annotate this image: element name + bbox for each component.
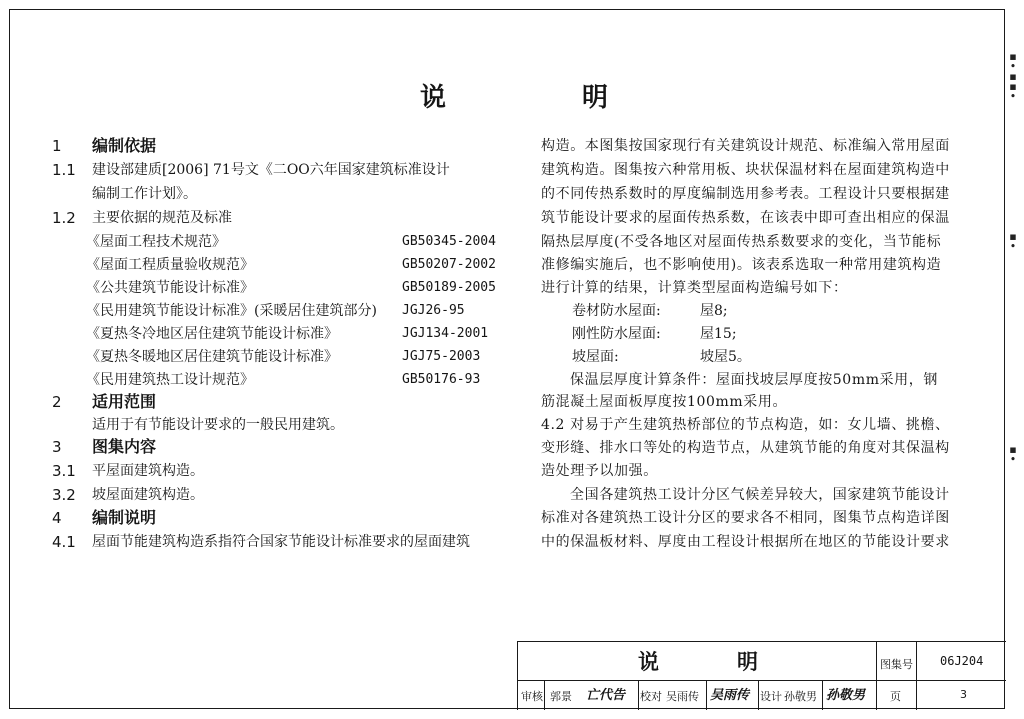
margin-mark: ▪ • [1009, 443, 1017, 466]
section-number: 2 [52, 393, 62, 411]
designer-name: 孙敬男 [784, 690, 817, 703]
divider [544, 680, 545, 710]
standard-code: JGJ26-95 [402, 303, 465, 318]
paragraph-line: 坡屋面建筑构造。 [92, 487, 204, 503]
paragraph-line: 造处理予以加强。 [541, 463, 658, 479]
standard-name: 《夏热冬冷地区居住建筑节能设计标准》 [86, 326, 338, 342]
reviewer-name: 郭景 [550, 690, 572, 703]
roof-type-value: 屋15; [700, 326, 737, 342]
title-block-bottom-row [518, 680, 1006, 710]
standard-name: 《民用建筑节能设计标准》(采暖居住建筑部分) [86, 303, 377, 319]
atlas-number: 06J204 [940, 654, 984, 668]
paragraph-line: 隔热层厚度(不受各地区对屋面传热系数要求的变化，当节能标 [541, 234, 942, 250]
standard-code: GB50345-2004 [402, 234, 496, 249]
paragraph-line: 建筑构造。图集按六种常用板、块状保温材料在屋面建筑构造中 [541, 162, 950, 178]
check-label: 校对 [640, 690, 662, 703]
title-char: 说 [638, 649, 659, 674]
roof-type-label: 刚性防水屋面: [572, 326, 661, 342]
title-block-top-row [518, 642, 1006, 681]
review-label: 审核 [521, 690, 543, 703]
roof-type-label: 卷材防水屋面: [572, 303, 661, 319]
section-number: 1 [52, 137, 62, 155]
paragraph-line: 屋面节能建筑构造系指符合国家节能设计标准要求的屋面建筑 [92, 534, 470, 550]
checker-signature: 吴雨传 [710, 688, 750, 703]
paragraph-line: 主要依据的规范及标准 [92, 210, 232, 226]
section-number: 3.1 [52, 462, 76, 480]
standard-code: JGJ134-2001 [402, 326, 489, 341]
margin-mark: ▪ • ▪ ▪ • [1009, 50, 1017, 103]
standard-name: 《屋面工程质量验收规范》 [86, 257, 254, 273]
page-title [420, 78, 610, 112]
design-label: 设计 [760, 690, 782, 703]
roof-type-label: 坡屋面: [572, 349, 619, 365]
paragraph-line: 全国各建筑热工设计分区气候差异较大，国家建筑节能设计 [570, 487, 950, 503]
paragraph-line: 筋混凝土屋面板厚度按100mm采用。 [541, 394, 788, 410]
checker-name: 吴雨传 [666, 690, 699, 703]
paragraph-line: 的不同传热系数时的厚度编制选用参考表。工程设计只要根据建 [541, 186, 950, 202]
title-char: 明 [737, 649, 758, 674]
title-block-title [638, 646, 758, 676]
divider [916, 680, 917, 710]
title-block [517, 641, 1006, 710]
paragraph-line: 适用于有节能设计要求的一般民用建筑。 [92, 417, 344, 433]
paragraph-line: 编制工作计划》。 [92, 186, 197, 202]
section-number: 4 [52, 509, 62, 527]
standard-code: GB50176-93 [402, 372, 481, 387]
paragraph-line: 筑节能设计要求的屋面传热系数，在该表中即可查出相应的保温 [541, 210, 950, 226]
section-heading: 编制说明 [92, 508, 157, 527]
page-label: 页 [890, 690, 901, 703]
designer-signature: 孙敬男 [826, 688, 866, 703]
section-number: 3 [52, 438, 62, 456]
paragraph-line: 中的保温板材料、厚度由工程设计根据所在地区的节能设计要求 [541, 534, 950, 550]
paragraph-line: 保温层厚度计算条件：屋面找坡层厚度按50mm采用，钢 [570, 372, 938, 388]
standard-code: GB50207-2002 [402, 257, 496, 272]
roof-type-value: 坡屋5。 [700, 349, 751, 365]
paragraph-line: 变形缝、排水口等处的构造节点，从建筑节能的角度对其保温构 [541, 440, 950, 456]
margin-mark: ▪ • [1009, 230, 1017, 253]
reviewer-signature: 亡代告 [586, 688, 626, 703]
section-number: 1.1 [52, 161, 76, 179]
page-number: 3 [960, 688, 967, 701]
standard-code: GB50189-2005 [402, 280, 496, 295]
paragraph-line: 构造。本图集按国家现行有关建筑设计规范、标准编入常用屋面 [541, 138, 950, 154]
divider [876, 642, 877, 680]
title-char: 明 [581, 82, 610, 113]
section-heading: 图集内容 [92, 437, 157, 456]
divider [706, 680, 707, 710]
divider [758, 680, 759, 710]
section-number: 3.2 [52, 486, 76, 504]
paragraph-line: 4.2 对易于产生建筑热桥部位的节点构造，如：女儿墙、挑檐、 [541, 417, 950, 433]
section-number: 1.2 [52, 209, 76, 227]
standard-code: JGJ75-2003 [402, 349, 481, 364]
standard-name: 《公共建筑节能设计标准》 [86, 280, 254, 296]
divider [876, 680, 877, 710]
paragraph-line: 进行计算的结果，计算类型屋面构造编号如下： [541, 280, 848, 296]
standard-name: 《夏热冬暖地区居住建筑节能设计标准》 [86, 349, 338, 365]
paragraph-line: 建设部建质[2006] 71号文《二OO六年国家建筑标准设计 [92, 162, 450, 178]
divider [822, 680, 823, 710]
standard-name: 《屋面工程技术规范》 [86, 234, 226, 250]
paragraph-line: 标准对各建筑热工设计分区的要求各不相同，图集节点构造详图 [541, 510, 950, 526]
divider [916, 642, 917, 680]
atlas-number-label: 图集号 [880, 658, 913, 671]
roof-type-value: 屋8; [700, 303, 728, 319]
title-char: 说 [420, 82, 449, 113]
divider [638, 680, 639, 710]
section-heading: 适用范围 [92, 392, 157, 411]
section-heading: 编制依据 [92, 136, 157, 155]
section-number: 4.1 [52, 533, 76, 551]
paragraph-line: 平屋面建筑构造。 [92, 463, 204, 479]
paragraph-line: 准修编实施后，也不影响使用)。该表系选取一种常用建筑构造 [541, 257, 942, 273]
standard-name: 《民用建筑热工设计规范》 [86, 372, 254, 388]
